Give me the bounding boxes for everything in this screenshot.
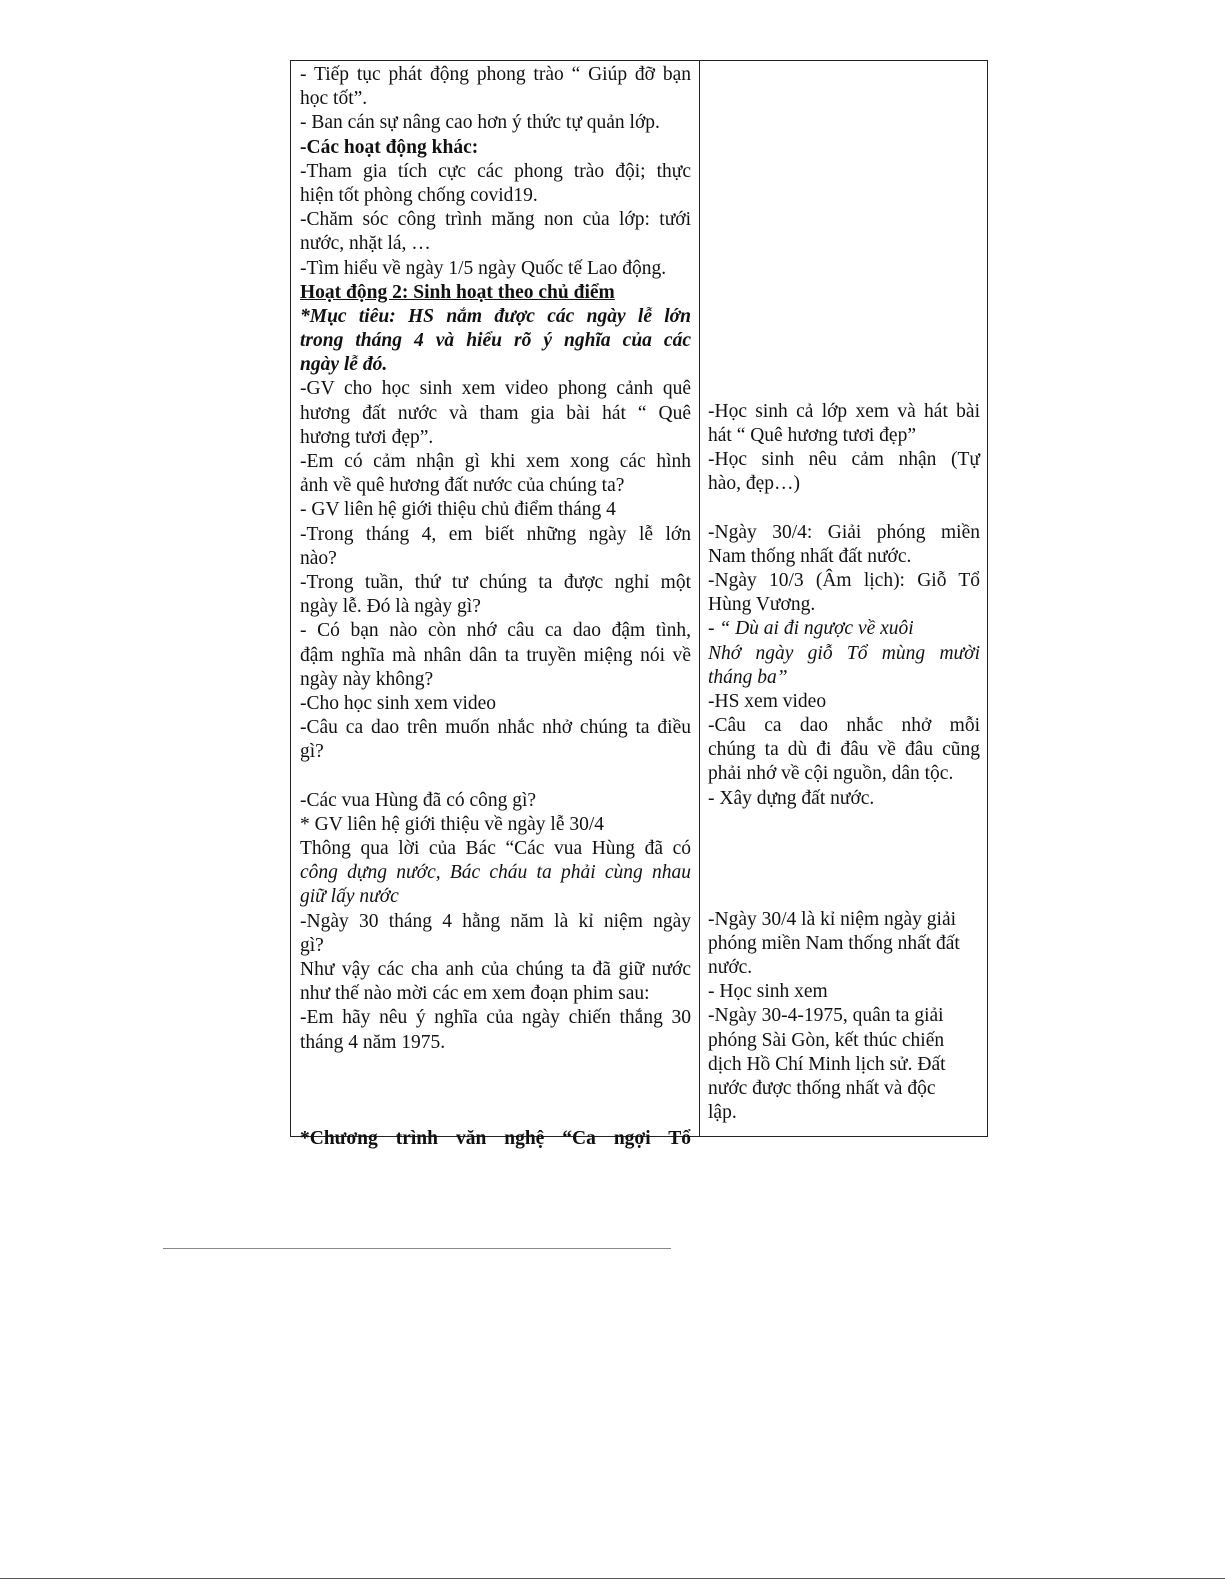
student-text-line: Nhớ ngày giỗ Tổ mùng mười [708,642,980,664]
student-text-line [708,206,980,230]
student-text-line [708,883,980,907]
student-text-line [708,859,980,883]
teacher-text-line: - GV liên hệ giới thiệu chủ điểm tháng 4 [300,499,616,521]
teacher-text-line: nước, nhặt lá, … [300,233,431,255]
student-activities-column [700,61,987,1136]
student-text-line [708,835,980,859]
student-text-line: lập. [708,1102,737,1124]
student-text-line [708,303,980,327]
student-text-line: - Xây dựng đất nước. [708,787,875,809]
student-text-line: - “ Dù ai đi ngược về xuôi [708,618,914,640]
student-text-line [708,327,980,351]
teacher-text-line: -Em có cảm nhận gì khi xem xong các hình [300,451,691,472]
student-text-line: tháng ba” [708,666,788,688]
teacher-text-line: giữ lấy nước [300,886,399,908]
student-text-line [708,109,980,133]
teacher-text-line: -Tìm hiểu về ngày 1/5 ngày Quốc tế Lao động. [300,257,667,279]
teacher-text-line: - Có bạn nào còn nhớ câu ca dao đậm tình, [300,620,691,642]
teacher-text-line: - Tiếp tục phát động phong trào “ Giúp đỡ bạn [300,64,691,85]
teacher-text-line: tháng 4 năm 1975. [300,1031,446,1053]
teacher-text-line: ngày lễ đó. [300,354,388,376]
student-text-line: Hùng Vương. [708,594,816,616]
student-text-line: dịch Hồ Chí Minh lịch sử. Đất [708,1053,946,1075]
teacher-text-line [300,764,691,788]
student-text-line [708,134,980,158]
teacher-text-line [300,1055,691,1079]
teacher-text-line [300,1103,691,1127]
student-text-line: nước được thống nhất và độc [708,1077,936,1099]
teacher-text-line: -Ngày 30 tháng 4 hằng năm là kỉ niệm ngày [300,910,691,932]
teacher-text-line: -Trong tháng 4, em biết những ngày lễ lớn [300,523,691,545]
student-text-line: nước. [708,956,753,978]
student-text-line [708,351,980,375]
teacher-text-line: *Mục tiêu: HS nắm được các ngày lễ lớn [300,305,691,327]
student-text-line: -Câu ca dao nhắc nhở mỗi [708,715,980,737]
teacher-text-line: -Trong tuần, thứ tư chúng ta được nghỉ một [300,571,691,593]
teacher-text-line: Như vậy các cha anh của chúng ta đã giữ nước [300,958,691,980]
teacher-text-line: -Tham gia tích cực các phong trào đội; thực [300,160,691,182]
teacher-text-line: ngày lễ. Đó là ngày gì? [300,596,481,618]
student-text-line: -HS xem video [708,690,827,712]
student-text-line: -Học sinh nêu cảm nhận (Tự [708,449,980,470]
teacher-text-line: học tốt”. [300,88,368,110]
student-text-line: -Ngày 30/4 là kỉ niệm ngày giải [708,908,957,930]
student-text-line [708,255,980,279]
teacher-text-line [300,1079,691,1103]
student-text-line: -Ngày 30-4-1975, quân ta giải [708,1005,944,1027]
teacher-text-line: -Các vua Hùng đã có công gì? [300,789,537,811]
teacher-text-line: ảnh về quê hương đất nước của chúng ta? [300,475,625,497]
student-text-line [708,230,980,254]
teacher-text-line: công dựng nước, Bác cháu ta phải cùng nhau [300,862,691,884]
student-text-line [708,61,980,85]
student-text-line: hát “ Quê hương tươi đẹp” [708,424,916,446]
student-text-line: phóng miền Nam thống nhất đất [708,932,960,954]
student-text-line [708,811,980,835]
student-text-line: Nam thống nhất đất nước. [708,545,912,567]
teacher-text-line: trong tháng 4 và hiểu rõ ý nghĩa của các [300,330,691,352]
footer-divider [163,1248,671,1249]
teacher-text-line: -Các hoạt động khác: [300,136,479,158]
teacher-text-line: đậm nghĩa mà nhân dân ta truyền miệng nói về [300,644,691,666]
student-text-line [708,279,980,303]
student-text-line [708,158,980,182]
student-text-line: - Học sinh xem [708,981,828,1003]
student-text-line: -Học sinh cả lớp xem và hát bài [708,400,980,422]
teacher-text-line: hương đất nước và tham gia bài hát “ Quê [300,402,691,424]
student-text-line [708,375,980,399]
teacher-text-line: -Cho học sinh xem video [300,692,497,714]
teacher-activities-column [291,61,700,1150]
teacher-text-line: * GV liên hệ giới thiệu về ngày lễ 30/4 [300,813,605,835]
teacher-text-line: Hoạt động 2: Sinh hoạt theo chủ điểm [300,281,615,303]
teacher-text-line: -GV cho học sinh xem video phong cảnh quê [300,378,691,400]
teacher-text-line: -Em hãy nêu ý nghĩa của ngày chiến thắng 30 [300,1007,691,1029]
teacher-text-line: *Chương trình văn nghệ “Ca ngợi Tổ [300,1128,691,1150]
teacher-text-line: gì? [300,741,324,763]
teacher-text-line: - Ban cán sự nâng cao hơn ý thức tự quản lớp. [300,112,660,134]
teacher-text-line: hương tươi đẹp”. [300,426,434,448]
teacher-text-line: gì? [300,934,324,956]
student-text-line: phóng Sài Gòn, kết thúc chiến [708,1029,945,1051]
student-text-line: hào, đẹp…) [708,473,801,495]
student-text-line [708,85,980,109]
student-text-line: -Ngày 30/4: Giải phóng miền [708,521,980,543]
student-text-line [708,182,980,206]
teacher-text-line: hiện tốt phòng chống covid19. [300,184,538,206]
teacher-text-line: nào? [300,547,337,569]
student-text-line: chúng ta dù đi đâu về đâu cũng [708,739,980,761]
teacher-text-line: ngày này không? [300,668,434,690]
student-text-line [708,496,980,520]
student-text-line: -Ngày 10/3 (Âm lịch): Giỗ Tổ [708,569,980,591]
teacher-text-line: như thế nào mời các em xem đoạn phim sau: [300,983,650,1005]
teacher-text-line: -Câu ca dao trên muốn nhắc nhở chúng ta điều [300,717,691,739]
lesson-plan-table [290,60,988,1150]
teacher-text-line: Thông qua lời của Bác “Các vua Hùng đã có [300,838,691,859]
student-text-line: phải nhớ về cội nguồn, dân tộc. [708,763,954,785]
teacher-text-line: -Chăm sóc công trình măng non của lớp: tưới [300,209,691,231]
page-bottom-edge [0,1578,1225,1579]
